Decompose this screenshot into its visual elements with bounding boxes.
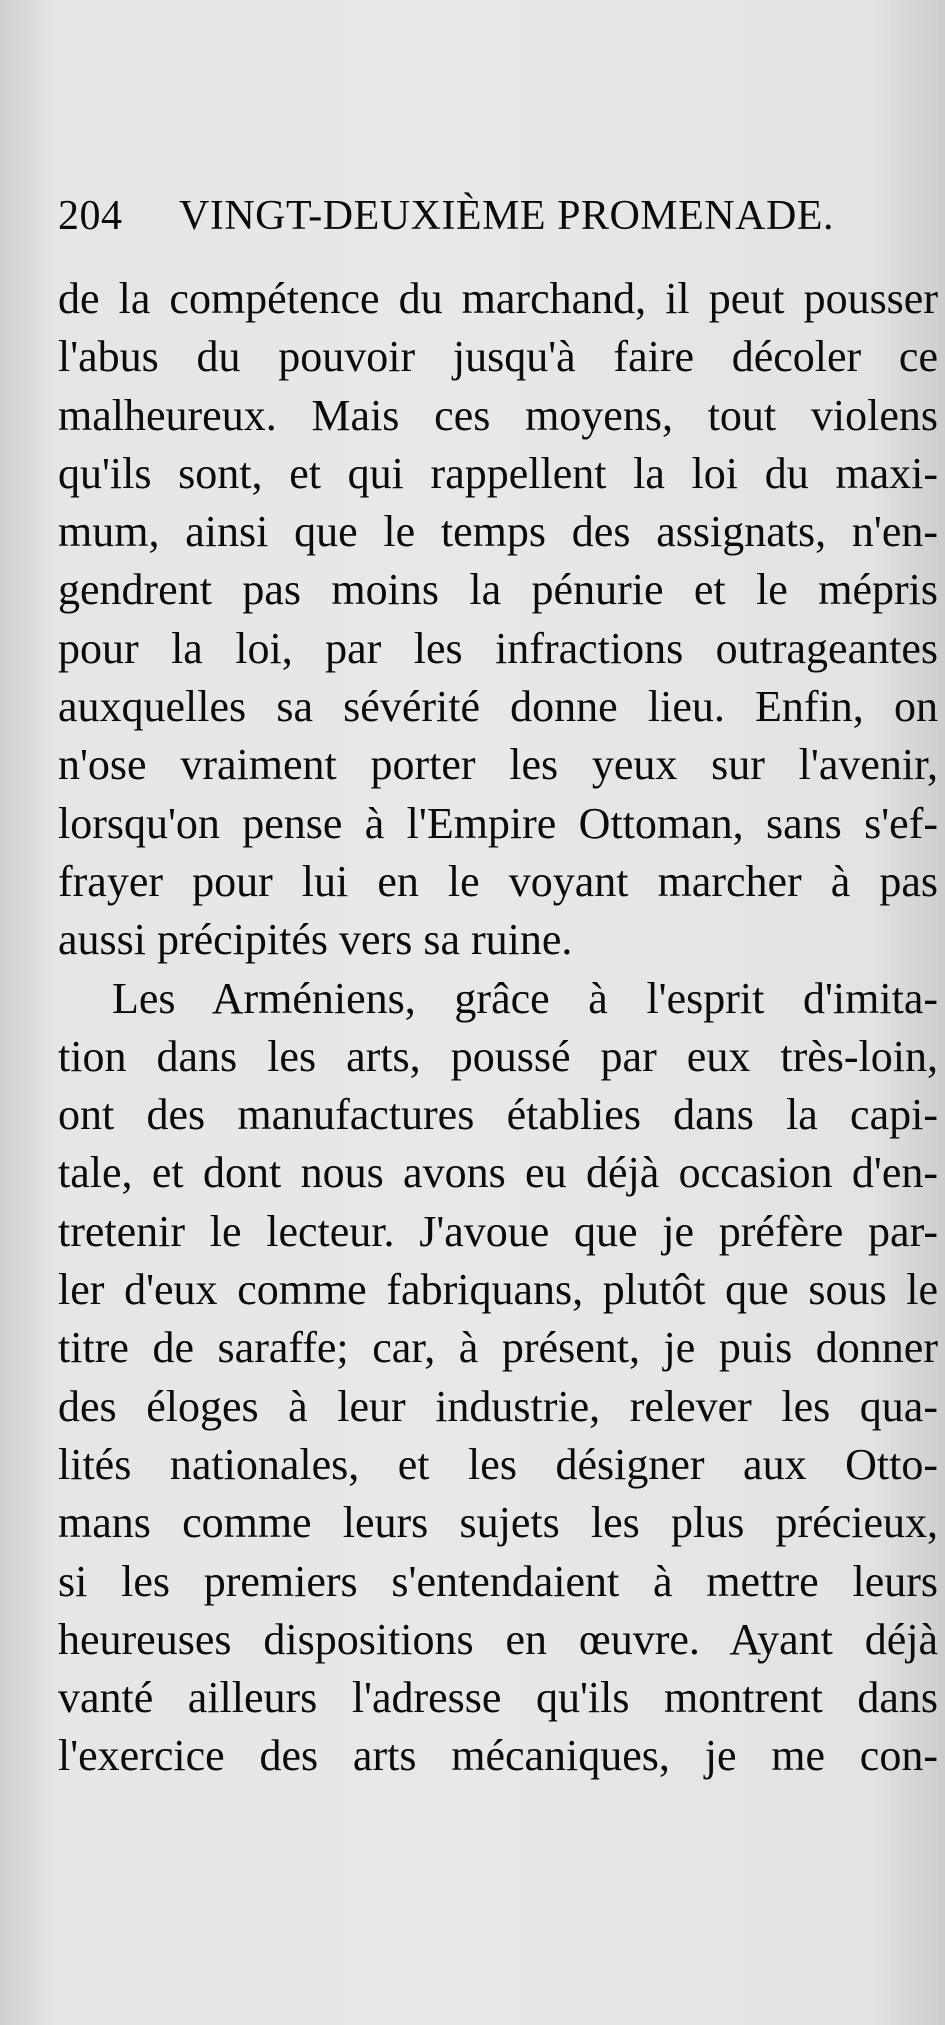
text-line: n'ose vraiment porter les yeux sur l'avenir, [58,740,938,790]
text-line: frayer pour lui en le voyant marcher à pas [58,856,938,906]
text-line: auxquelles sa sévérité donne lieu. Enfin, on [58,682,938,732]
text-line: malheureux. Mais ces moyens, tout violens [58,390,938,440]
text-line: lorsqu'on pense à l'Empire Ottoman, sans s'ef- [58,798,938,848]
text-line: tretenir le lecteur. J'avoue que je préfère par- [58,1206,938,1256]
text-line: tale, et dont nous avons eu déjà occasion d'en- [58,1148,938,1198]
text-line: qu'ils sont, et qui rappellent la loi du maxi- [58,448,938,498]
text-line: l'abus du pouvoir jusqu'à faire décoler ce [58,332,938,382]
body-text [58,270,938,1786]
text-line: tion dans les arts, poussé par eux très-loin, [58,1031,938,1081]
text-line: aussi précipités vers sa ruine. [58,915,573,965]
text-line: mum, ainsi que le temps des assignats, n'en- [58,507,938,557]
text-line: gendrent pas moins la pénurie et le mépris [58,565,938,615]
text-line: heureuses dispositions en œuvre. Ayant déjà [58,1614,938,1664]
text-line: vanté ailleurs l'adresse qu'ils montrent dans [58,1673,938,1723]
text-line: lités nationales, et les désigner aux Otto- [58,1439,938,1489]
text-line: mans comme leurs sujets les plus précieux, [58,1498,938,1548]
text-line: ler d'eux comme fabriquans, plutôt que sous le [58,1265,938,1315]
text-line: si les premiers s'entendaient à mettre leurs [58,1556,938,1606]
text-line: l'exercice des arts mécaniques, je me con- [58,1731,938,1781]
text-line: des éloges à leur industrie, relever les qua- [58,1381,938,1431]
text-line: pour la loi, par les infractions outrageantes [58,623,938,673]
running-head: VINGT-DEUXIÈME PROMENADE. [179,193,834,239]
page-number: 204 [58,193,123,239]
text-line: de la compétence du marchand, il peut pousser [58,274,938,323]
text-line: titre de saraffe; car, à présent, je puis donner [58,1323,938,1373]
page-header [58,192,845,252]
text-line: Les Arméniens, grâce à l'esprit d'imita- [112,973,938,1023]
text-line: ont des manufactures établies dans la capi- [58,1090,938,1140]
